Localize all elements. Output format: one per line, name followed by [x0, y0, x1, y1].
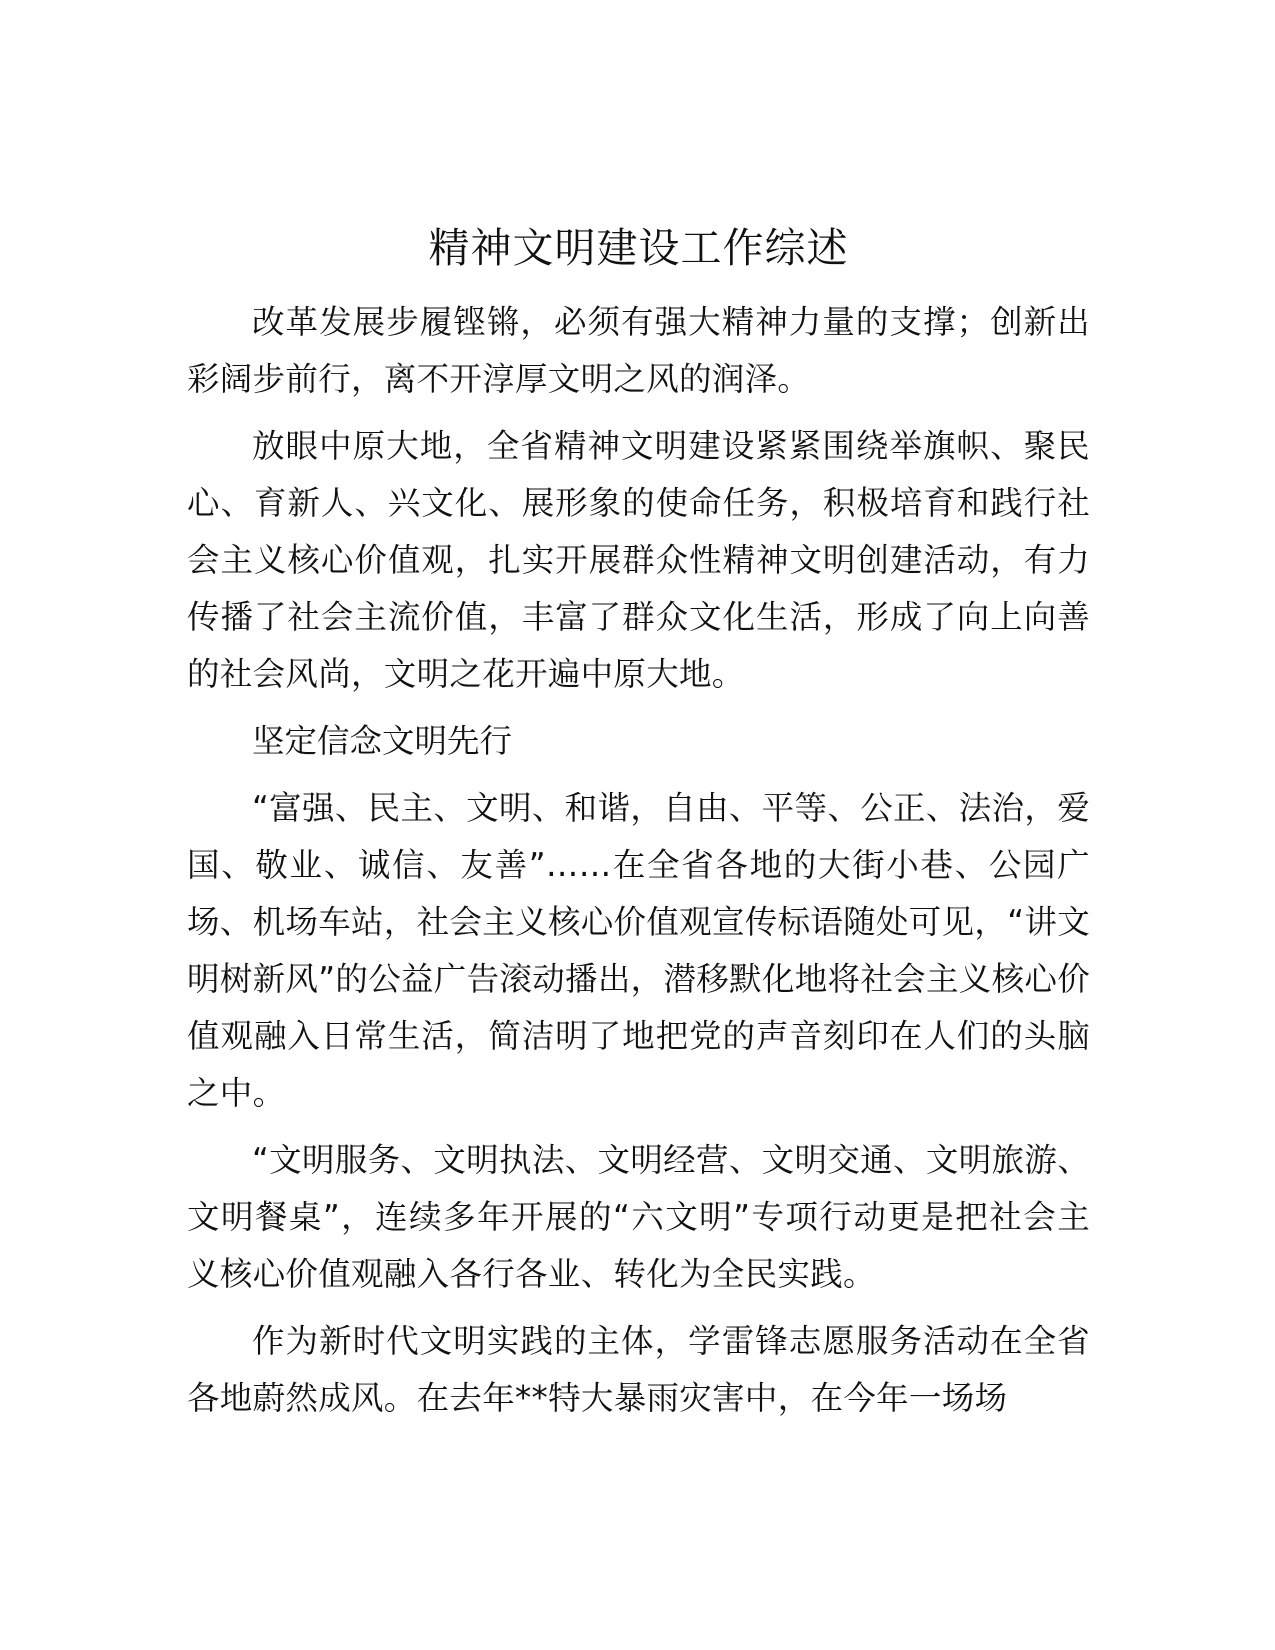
six-civilities-paragraph: “文明服务、文明执法、文明经营、文明交通、文明旅游、文明餐桌”，连续多年开展的“六文明”专项行动更是把社会主义核心价值观融入各行各业、转化为全民实践。	[187, 1141, 1090, 1293]
overview-paragraph: 放眼中原大地，全省精神文明建设紧紧围绕举旗帜、聚民心、育新人、兴文化、展形象的使命任务，积极培育和践行社会主义核心价值观，扎实开展群众性精神文明创建活动，有力传播了社会主流价值，丰富了群众文化生活，形成了向上向善的社会风尚，文明之花开遍中原大地。	[187, 427, 1090, 693]
core-values-paragraph: “富强、民主、文明、和谐，自由、平等、公正、法治，爱国、敬业、诚信、友善”……在全省各地的大街小巷、公园广场、机场车站，社会主义核心价值观宣传标语随处可见，“讲文明树新风”的公益广告滚动播出，潜移默化地将社会主义核心价值观融入日常生活，简洁明了地把党的声音刻印在人们的头脑之中。	[187, 789, 1090, 1112]
intro-paragraph: 改革发展步履铿锵，必须有强大精神力量的支撑；创新出彩阔步前行，离不开淳厚文明之风的润泽。	[187, 303, 1090, 398]
section-heading: 坚定信念文明先行	[252, 722, 513, 760]
document-title: 精神文明建设工作综述	[428, 224, 849, 272]
volunteer-paragraph: 作为新时代文明实践的主体，学雷锋志愿服务活动在全省各地蔚然成风。在去年**特大暴雨灾害中，在今年一场场	[187, 1322, 1090, 1417]
document-page	[187, 218, 1090, 1437]
